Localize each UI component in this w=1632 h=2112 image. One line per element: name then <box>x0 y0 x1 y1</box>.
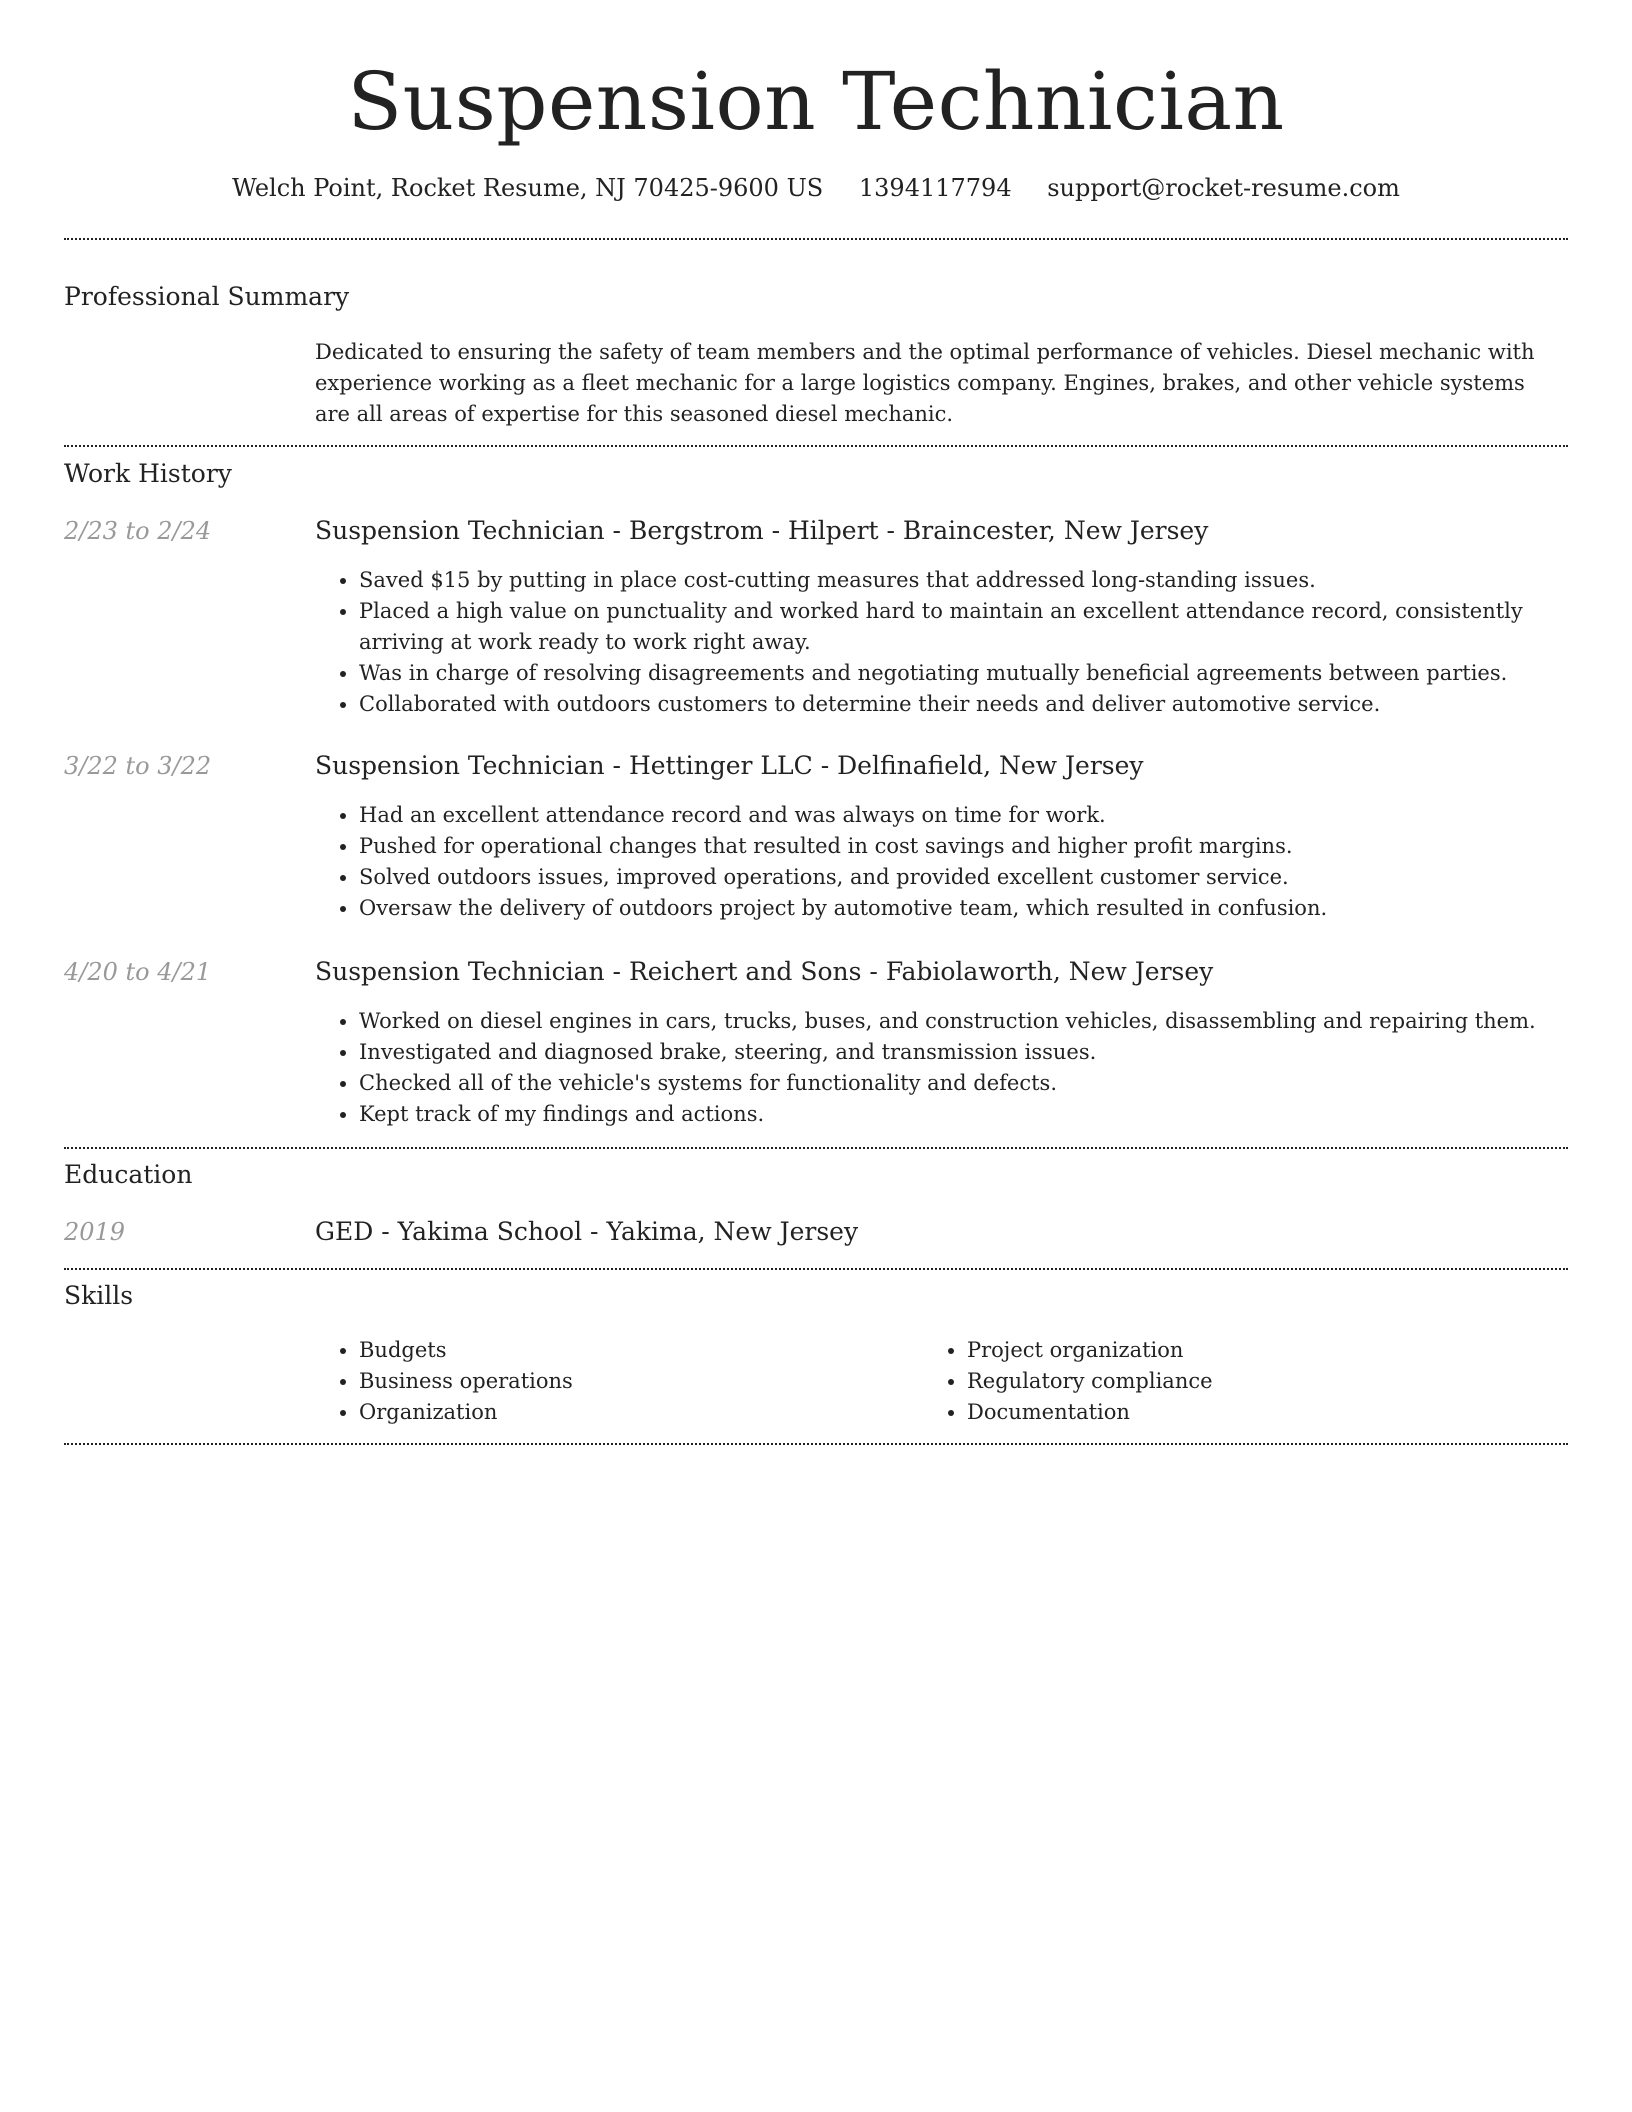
skill-item: • Budgets <box>359 1335 919 1366</box>
skill-item: • Documentation <box>967 1397 1527 1428</box>
contact-email: support@rocket-resume.com <box>1047 174 1400 202</box>
list-item: • Investigated and diagnosed brake, steering, and transmission issues. <box>359 1037 1599 1068</box>
list-item: • Checked all of the vehicle's systems for functionality and defects. <box>359 1068 1599 1099</box>
section-title-work: Work History <box>64 459 232 488</box>
list-item: • Saved $15 by putting in place cost-cutting measures that addressed long-standing issues. <box>359 565 1599 596</box>
education-year: 2019 <box>64 1218 126 1246</box>
education-entry: GED - Yakima School - Yakima, New Jersey <box>315 1217 859 1246</box>
skill-item: • Regulatory compliance <box>967 1366 1527 1397</box>
summary-text: Dedicated to ensuring the safety of team members and the optimal performance of vehicles. Diesel mechanic with experience working as a fleet mechanic for a large logistics company. Engines, brakes, and other vehicle systems are all areas of expertise for this seasoned diesel mechanic. <box>315 340 1535 426</box>
resume-name: Suspension Technician <box>347 55 1285 148</box>
divider <box>64 445 1568 447</box>
list-item: • Worked on diesel engines in cars, trucks, buses, and construction vehicles, disassembling and repairing them. <box>359 1006 1599 1037</box>
list-item: • Collaborated with outdoors customers to determine their needs and deliver automotive service. <box>359 689 1599 720</box>
skill-item: • Business operations <box>359 1366 919 1397</box>
list-item: • Oversaw the delivery of outdoors project by automotive team, which resulted in confusion. <box>359 893 1599 924</box>
list-item: • Pushed for operational changes that resulted in cost savings and higher profit margins. <box>359 831 1599 862</box>
list-item: • Placed a high value on punctuality and worked hard to maintain an excellent attendance record, consistently arriving at work ready to work right away. <box>359 596 1599 658</box>
section-title-skills: Skills <box>64 1281 134 1310</box>
skills-list-left <box>315 1335 919 1428</box>
list-item: • Kept track of my findings and actions. <box>359 1099 1599 1130</box>
section-title-summary: Professional Summary <box>64 282 350 311</box>
divider <box>64 1147 1568 1149</box>
contact-line <box>0 170 1632 206</box>
job-bullets <box>315 565 1599 720</box>
skill-item: • Project organization <box>967 1335 1527 1366</box>
job-title: Suspension Technician - Bergstrom - Hilpert - Braincester, New Jersey <box>315 516 1209 545</box>
job-bullets <box>315 800 1599 924</box>
list-item: • Solved outdoors issues, improved operations, and provided excellent customer service. <box>359 862 1599 893</box>
skills-list-right <box>923 1335 1527 1428</box>
divider <box>64 238 1568 240</box>
job-dates: 2/23 to 2/24 <box>64 517 212 545</box>
list-item: • Had an excellent attendance record and was always on time for work. <box>359 800 1599 831</box>
job-title: Suspension Technician - Reichert and Sons - Fabiolaworth, New Jersey <box>315 957 1214 986</box>
skill-item: • Organization <box>359 1397 919 1428</box>
list-item: • Was in charge of resolving disagreements and negotiating mutually beneficial agreements between parties. <box>359 658 1599 689</box>
contact-address: Welch Point, Rocket Resume, NJ 70425-9600 US <box>232 174 824 202</box>
divider <box>64 1268 1568 1270</box>
section-title-education: Education <box>64 1160 193 1189</box>
divider <box>64 1443 1568 1445</box>
job-title: Suspension Technician - Hettinger LLC - Delfinafield, New Jersey <box>315 751 1144 780</box>
job-dates: 4/20 to 4/21 <box>64 958 212 986</box>
contact-phone: 1394117794 <box>858 174 1012 202</box>
job-dates: 3/22 to 3/22 <box>64 752 212 780</box>
job-bullets <box>315 1006 1599 1130</box>
